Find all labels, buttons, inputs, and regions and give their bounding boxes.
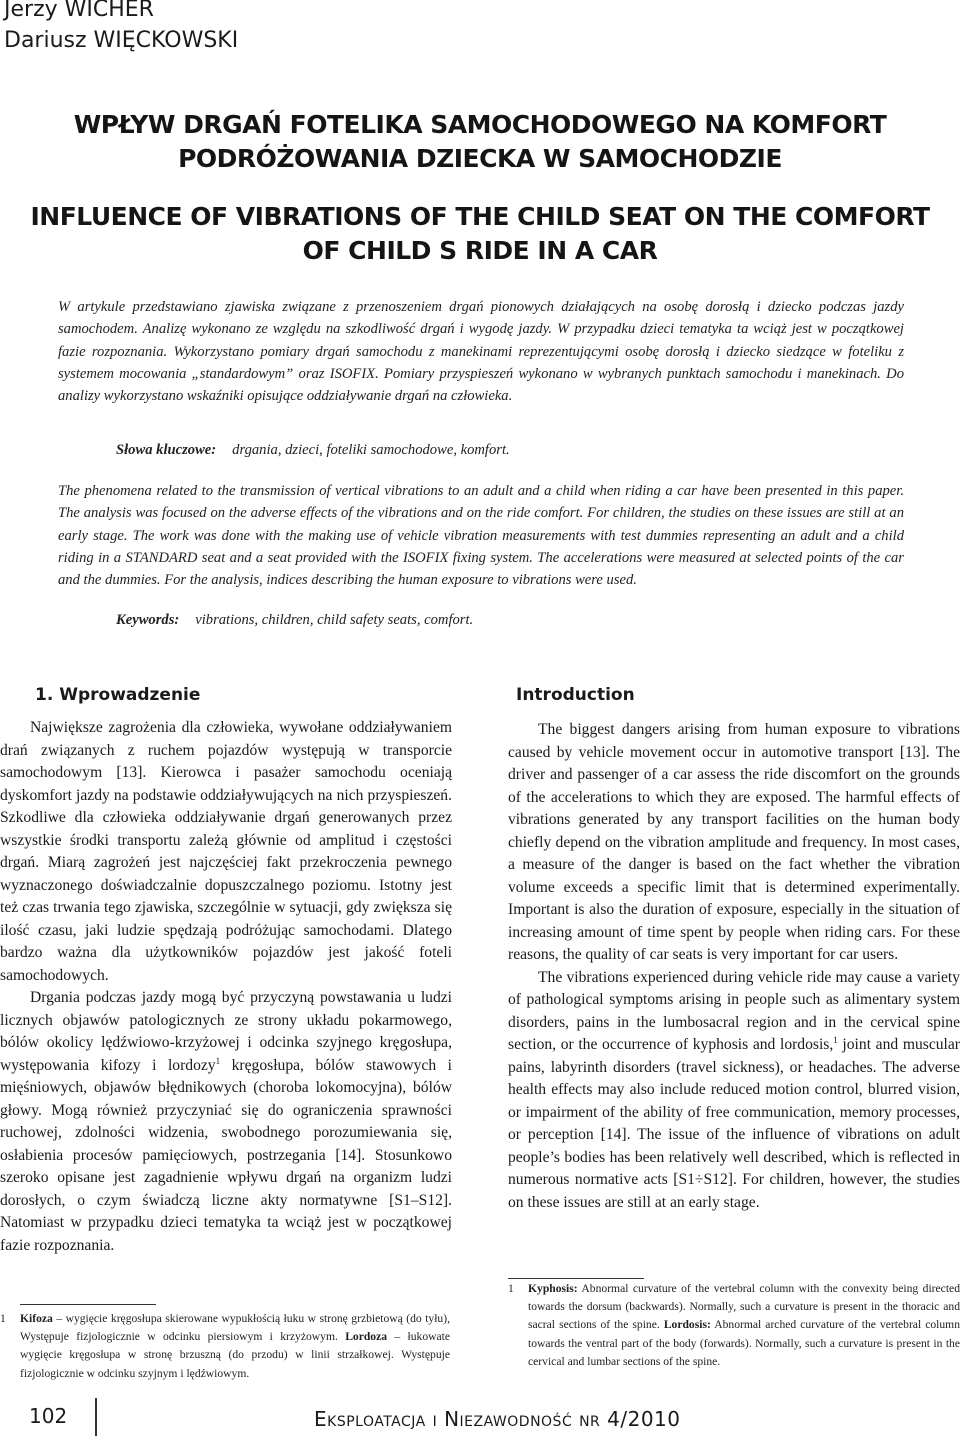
body-column-english (508, 719, 960, 1214)
footnote-polish (0, 1310, 450, 1383)
author-name: Jerzy WICHER (4, 0, 154, 22)
body-column-polish (0, 717, 452, 1257)
paragraph (0, 987, 452, 1257)
author-name: Dariusz WIĘCKOWSKI (4, 28, 239, 53)
footnote-term: Lordoza (345, 1330, 388, 1344)
title-line: INFLUENCE OF VIBRATIONS OF THE CHILD SEAT ON THE COMFORT (30, 202, 930, 231)
footnote-english (508, 1280, 960, 1371)
journal-name: Eksploatacja i Niezawodność nr 4/2010 (314, 1407, 681, 1431)
paragraph-text: Drgania podczas jazdy mogą być przyczyną powstawania u ludzi licznych objawów patologicznych ze strony układu pokarmowego, bólów okolicy lędźwiowo-krzyżowej i odcinka szyjnego kręgosłupa, występowania kifozy i lordozy (0, 989, 452, 1074)
paragraph: Największe zagrożenia dla człowieka, wywołane oddziaływaniem drań związanych z ruchem pojazdów występują w transporcie samochodowym [13]. Kierowca i pasażer samochodu oceniają dyskomfort jazdy na podstawie oddziaływujących na nich przyspieszeń. Szkodliwe dla człowieka oddziaływanie drgań generowanych przez wszystkie środki transportu zależą głównie od amplitud i częstości drgań. Miarą zagrożeń jest najczęściej fakt przekroczenia pewnego wyznaczonego doświadczalnie dopuszczalnego poziomu. Istotny jest też czas trwania tego zjawiska, szczególnie w sytuacji, gdy zwiększa się ilość czasu, jaki ludzie spędzają podróżując samochodami. Dlatego bardzo ważna dla użytkowników pojazdów jest jakość foteli samochodowych. (0, 719, 452, 984)
footnote-marker: 1 (215, 1055, 221, 1066)
footnote-divider (508, 1278, 644, 1279)
author-block (4, 0, 238, 56)
keywords-value: vibrations, children, child safety seats, comfort. (195, 612, 474, 628)
title-english (0, 200, 960, 268)
keywords-label: Keywords: (116, 612, 180, 628)
footnote-text: – łukowate wygięcie kręgosłupa w stronę brzuszną (do przodu) w linii strzałkowej. Występuje fizjologicznie w odcinku szyjnym i lędźwiowym. (20, 1330, 450, 1380)
footnote-term: Lordosis: (663, 1318, 711, 1332)
abstract-english: The phenomena related to the transmission of vertical vibrations to an adult and a child when riding a car have been presented in this paper. The analysis was focused on the adverse effects of the vibrations and on the ride comfort. For children, the studies on these issues are still at an early stage. The work was done with the making use of vehicle vibration measurements with test dummies representing an adult and a child riding in a STANDARD seat and a seat provided with the ISOFIX fixing system. The accelerations were measured at selected points of the car and the dummies. For the analysis, indices describing the human exposure to vibrations were used. (58, 483, 904, 589)
footnote-term: Kyphosis: (528, 1282, 578, 1295)
paragraph-text: kręgosłupa, bólów stawowych i mięśniowych, objawów błędnikowych (choroba lokomocyjna), bólów głowy. Mogą również przyczyniać się do ograniczenia sprawności ruchowej, zdolności widzenia, swobodnego porozumiewania się, osłabienia procesów pamięciowych, postrzegania [14]. Stosunkowo szeroko opisane jest zagadnienie wpływu drgań na organizm ludzi dorosłych, o czym świadczą liczne akty normatywne [S1–S12]. Natomiast w przypadku dzieci tematyka ta wciąż jest w początkowej fazie rozpoznania. (0, 1056, 452, 1254)
abstract-polish: W artykule przedstawiano zjawiska związane z przenoszeniem drgań pionowych działających na osobę dorosłą i dziecko podczas jazdy samochodem. Analizę wykonano ze względu na szkodliwość drgań i wygodę jazdy. W przypadku dzieci tematyka ta wciąż jest w początkowej fazie rozpoznania. Wykorzystano pomiary drgań samochodu z manekinami reprezentującymi osobę dorosłą i dziecko siedzące w foteliku z systemem mocowania „standardowym” oraz ISOFIX. Pomiary przyspieszeń wykonano w wybranych punktach samochodu i manekinach. Do analizy wykorzystano wskaźniki opisujące oddziaływanie drgań na człowieka. (58, 299, 904, 405)
page-number: 102 (29, 1404, 68, 1428)
title-line: WPŁYW DRGAŃ FOTELIKA SAMOCHODOWEGO NA KOMFORT (73, 110, 887, 139)
footnote-marker: 1 (833, 1035, 838, 1045)
title-line: PODRÓŻOWANIA DZIECKA W SAMOCHODZIE (178, 144, 782, 173)
paragraph: The biggest dangers arising from human exposure to vibrations caused by vehicle movement occur in automotive transport [13]. The driver and passenger of a car assess the ride discomfort on the grounds of the accelerations to which they are exposed. The harmful effects of vibrations generated by any transport facilities on the human body chiefly depend on the vibration amplitude and frequency. In most cases, a measure of the danger is based on the fact whether the vibration volume exceeds a specific limit that is determined experimentally. Important is also the duration of exposure, especially in the situation of increasing amount of time spent by people when riding cars. For these reasons, the quality of car seats is very important for car users. (508, 721, 960, 963)
paragraph-text: The vibrations experienced during vehicle ride may cause a variety of pathological symptoms arising in people such as alimentary system disorders, pains in the lumbosacral region and in the cervical spine section, or the occurrence of kyphosis and lordosis, (508, 968, 960, 1053)
footnote-text: Abnormal curvature of the vertebral column with the convexity being directed towards the dorsum (backwards). Normally, such a curvature is present in the thoracic and sacral sections of the spine. (528, 1282, 960, 1332)
footnote-text: Abnormal arched curvature of the vertebral column towards the ventral part of the body (forwards). Normally, such a curvature is present in the cervical and lumbar sections of the spine. (528, 1318, 960, 1368)
section-heading-polish: 1. Wprowadzenie (35, 685, 201, 705)
footer-divider (95, 1398, 97, 1436)
paragraph-text: joint and muscular pains, labyrinth disorders (travel sickness), or headaches. The adverse health effects may also include reduced motion control, blurred vision, or impairment of the ability of free communication, memory processes, or perception [14]. The issue of the influence of vibrations on adult people’s bodies has been relatively well described, which is reflected in numerous normative acts [S1÷S12]. For children, however, the studies on these issues are still at an early stage. (508, 1036, 960, 1211)
keywords-polish (116, 442, 510, 459)
title-line: OF CHILD S RIDE IN A CAR (302, 236, 658, 265)
section-heading-english: Introduction (516, 685, 635, 705)
title-polish (0, 108, 960, 176)
keywords-label: Słowa kluczowe: (116, 442, 217, 458)
keywords-english (116, 612, 473, 629)
footnote-number: 1 (0, 1312, 6, 1325)
footnote-divider (20, 1304, 156, 1305)
keywords-value: drgania, dzieci, foteliki samochodowe, komfort. (232, 442, 510, 458)
footnote-number: 1 (508, 1282, 514, 1295)
footnote-term: Kifoza (20, 1312, 53, 1325)
paragraph (508, 967, 960, 1215)
footnote-text: – wygięcie kręgosłupa skierowane wypukłością łuku w stronę grzbietową (do tyłu), Występuje fizjologicznie w odcinku piersiowym i krzyżowym. (20, 1312, 450, 1344)
